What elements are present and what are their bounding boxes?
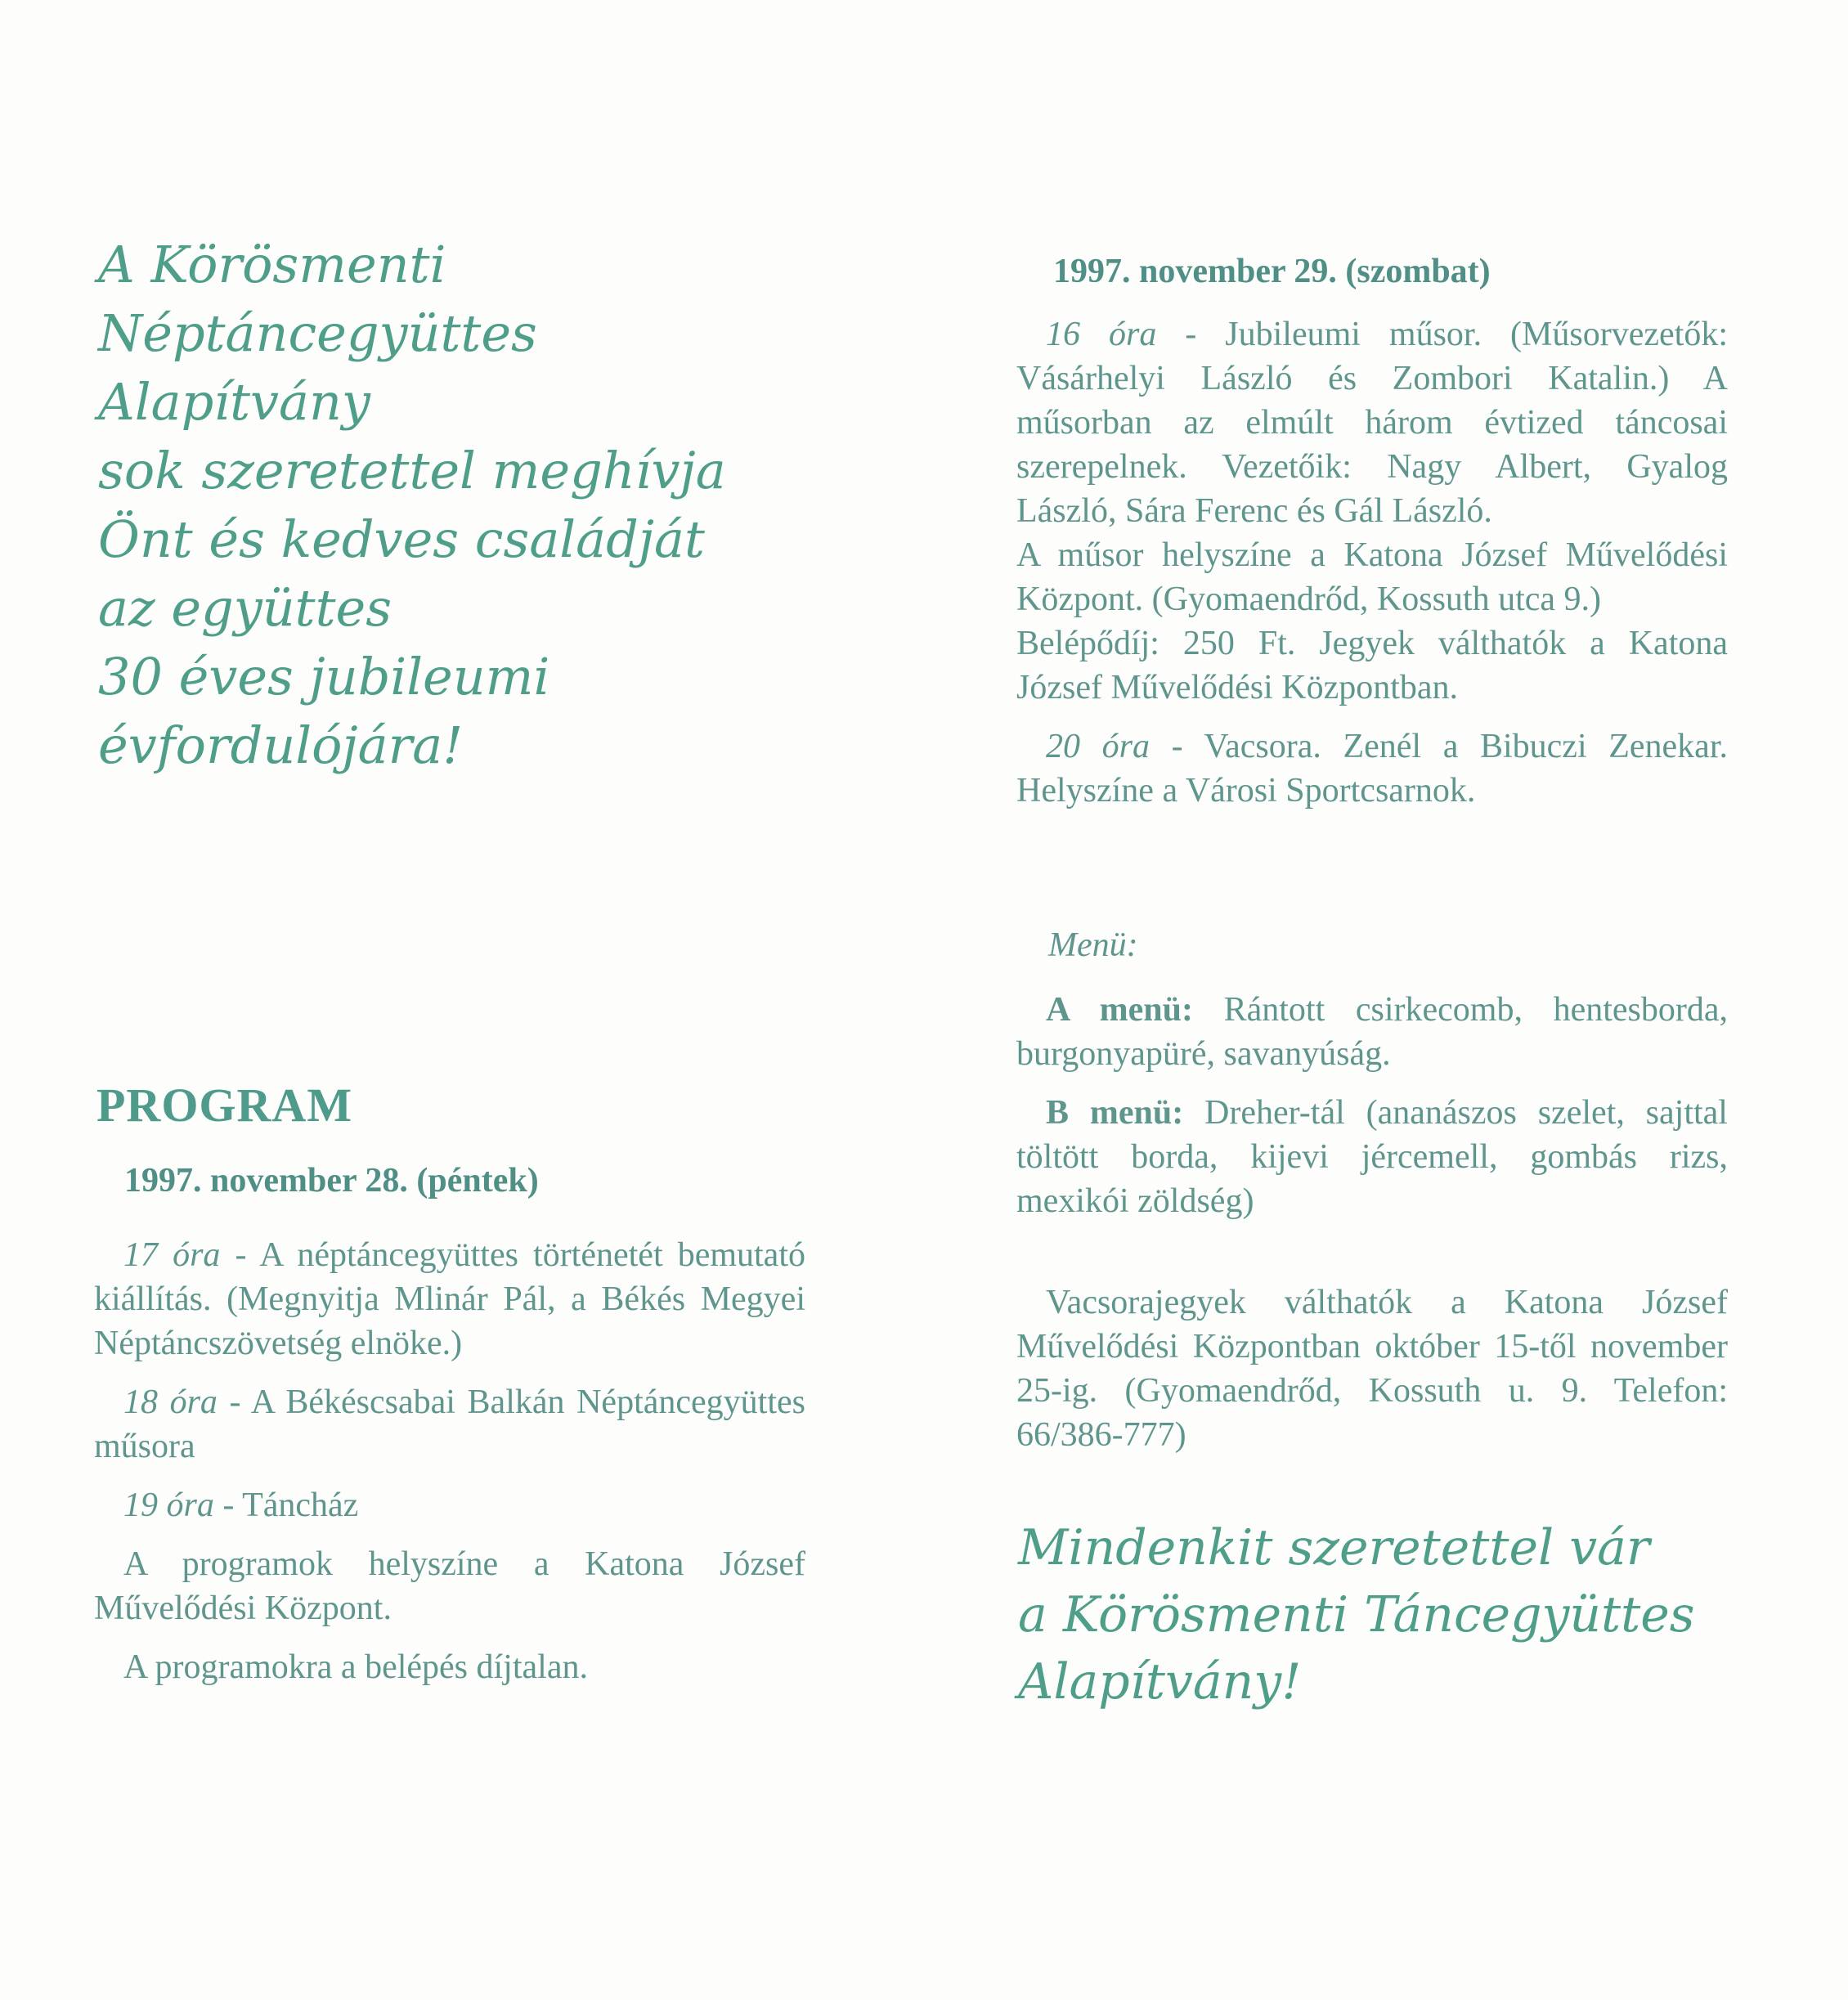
invitation-line: sok szeretettel meghívja: [98, 441, 726, 500]
menu-b-text: Dreher-tál (ananászos szelet, sajttal töltött borda, kijevi jércemell, gombás rizs, mexikói zöldség): [1016, 1094, 1728, 1220]
invitation-line: 30 éves jubileumi: [98, 647, 550, 706]
program-item: [1016, 312, 1728, 533]
item-time: 16 óra: [1046, 316, 1157, 353]
dinner-tickets-text: Vacsorajegyek válthatók a Katona József Művelődési Központban október 15-től november 25-ig. (Gyomaendrőd, Kossuth u. 9. Telefon: 66/386-777): [1016, 1284, 1728, 1454]
invitation-line: Néptáncegyüttes: [98, 303, 537, 363]
day1-date: 1997. november 28. (péntek): [124, 1162, 539, 1200]
item-time: 18 óra: [123, 1383, 218, 1421]
invitation-block: [98, 231, 834, 780]
item-text: - Vacsora. Zenél a Bibuczi Zenekar. Helyszíne a Városi Sportcsarnok.: [1016, 728, 1728, 809]
menu-list: [1016, 988, 1728, 1238]
item-text: - A néptáncegyüttes történetét bemutató kiállítás. (Megnyitja Mlinár Pál, a Békés Megyei Néptáncszövetség elnöke.): [94, 1236, 805, 1362]
item-text: - Jubileumi műsor. (Műsorvezetők: Vásárhelyi László és Zombori Katalin.) A műsorban az elmúlt három évtized táncosai szerepelnek. Vezetőik: Nagy Albert, Gyalog László, Sára Ferenc és Gál László.: [1016, 316, 1728, 530]
invitation-line: az együttes: [98, 578, 392, 638]
invitation-line: Alapítvány: [98, 372, 370, 432]
location-text: A műsor helyszíne a Katona József Művelődési Központ. (Gyomaendrőd, Kossuth utca 9.): [1016, 536, 1728, 618]
menu-b-label: B menü:: [1046, 1094, 1184, 1132]
menu-label: Menü:: [1048, 926, 1138, 964]
invitation-line: Önt és kedves családját: [98, 509, 705, 569]
day1-program: [94, 1233, 805, 1704]
entry-text: A programokra a belépés díjtalan.: [123, 1648, 588, 1686]
invitation-line: évfordulójára!: [98, 715, 464, 775]
closing-line: Alapítvány!: [1018, 1653, 1302, 1711]
program-item: [94, 1233, 805, 1365]
menu-a-text: Rántott csirkecomb, hentesborda, burgonyapüré, savanyúság.: [1016, 991, 1728, 1073]
location-text: A programok helyszíne a Katona József Művelődési Központ.: [94, 1545, 805, 1627]
item-time: 19 óra: [123, 1487, 214, 1524]
invitation-line: A Körösmenti: [98, 235, 446, 294]
ticket-text: Belépődíj: 250 Ft. Jegyek válthatók a Katona József Művelődési Központban.: [1016, 625, 1728, 706]
program-title: PROGRAM: [96, 1078, 353, 1132]
closing-line: a Körösmenti Táncegyüttes: [1018, 1586, 1695, 1643]
closing-block: [1018, 1514, 1754, 1715]
menu-a-label: A menü:: [1046, 991, 1193, 1029]
dinner-tickets-block: [1016, 1280, 1728, 1472]
day2-date: 1997. november 29. (szombat): [1053, 253, 1491, 290]
item-text: - Táncház: [213, 1487, 359, 1524]
menu-a: [1016, 988, 1728, 1076]
program-item: [94, 1380, 805, 1469]
item-time: 20 óra: [1046, 728, 1150, 765]
closing-line: Mindenkit szeretettel vár: [1018, 1519, 1650, 1576]
program-item: [94, 1483, 805, 1527]
menu-b: [1016, 1091, 1728, 1223]
item-text: - A Békéscsabai Balkán Néptáncegyüttes műsora: [94, 1383, 805, 1465]
dinner-item: [1016, 724, 1728, 813]
item-time: 17 óra: [123, 1236, 221, 1274]
day2-program: [1016, 312, 1728, 827]
